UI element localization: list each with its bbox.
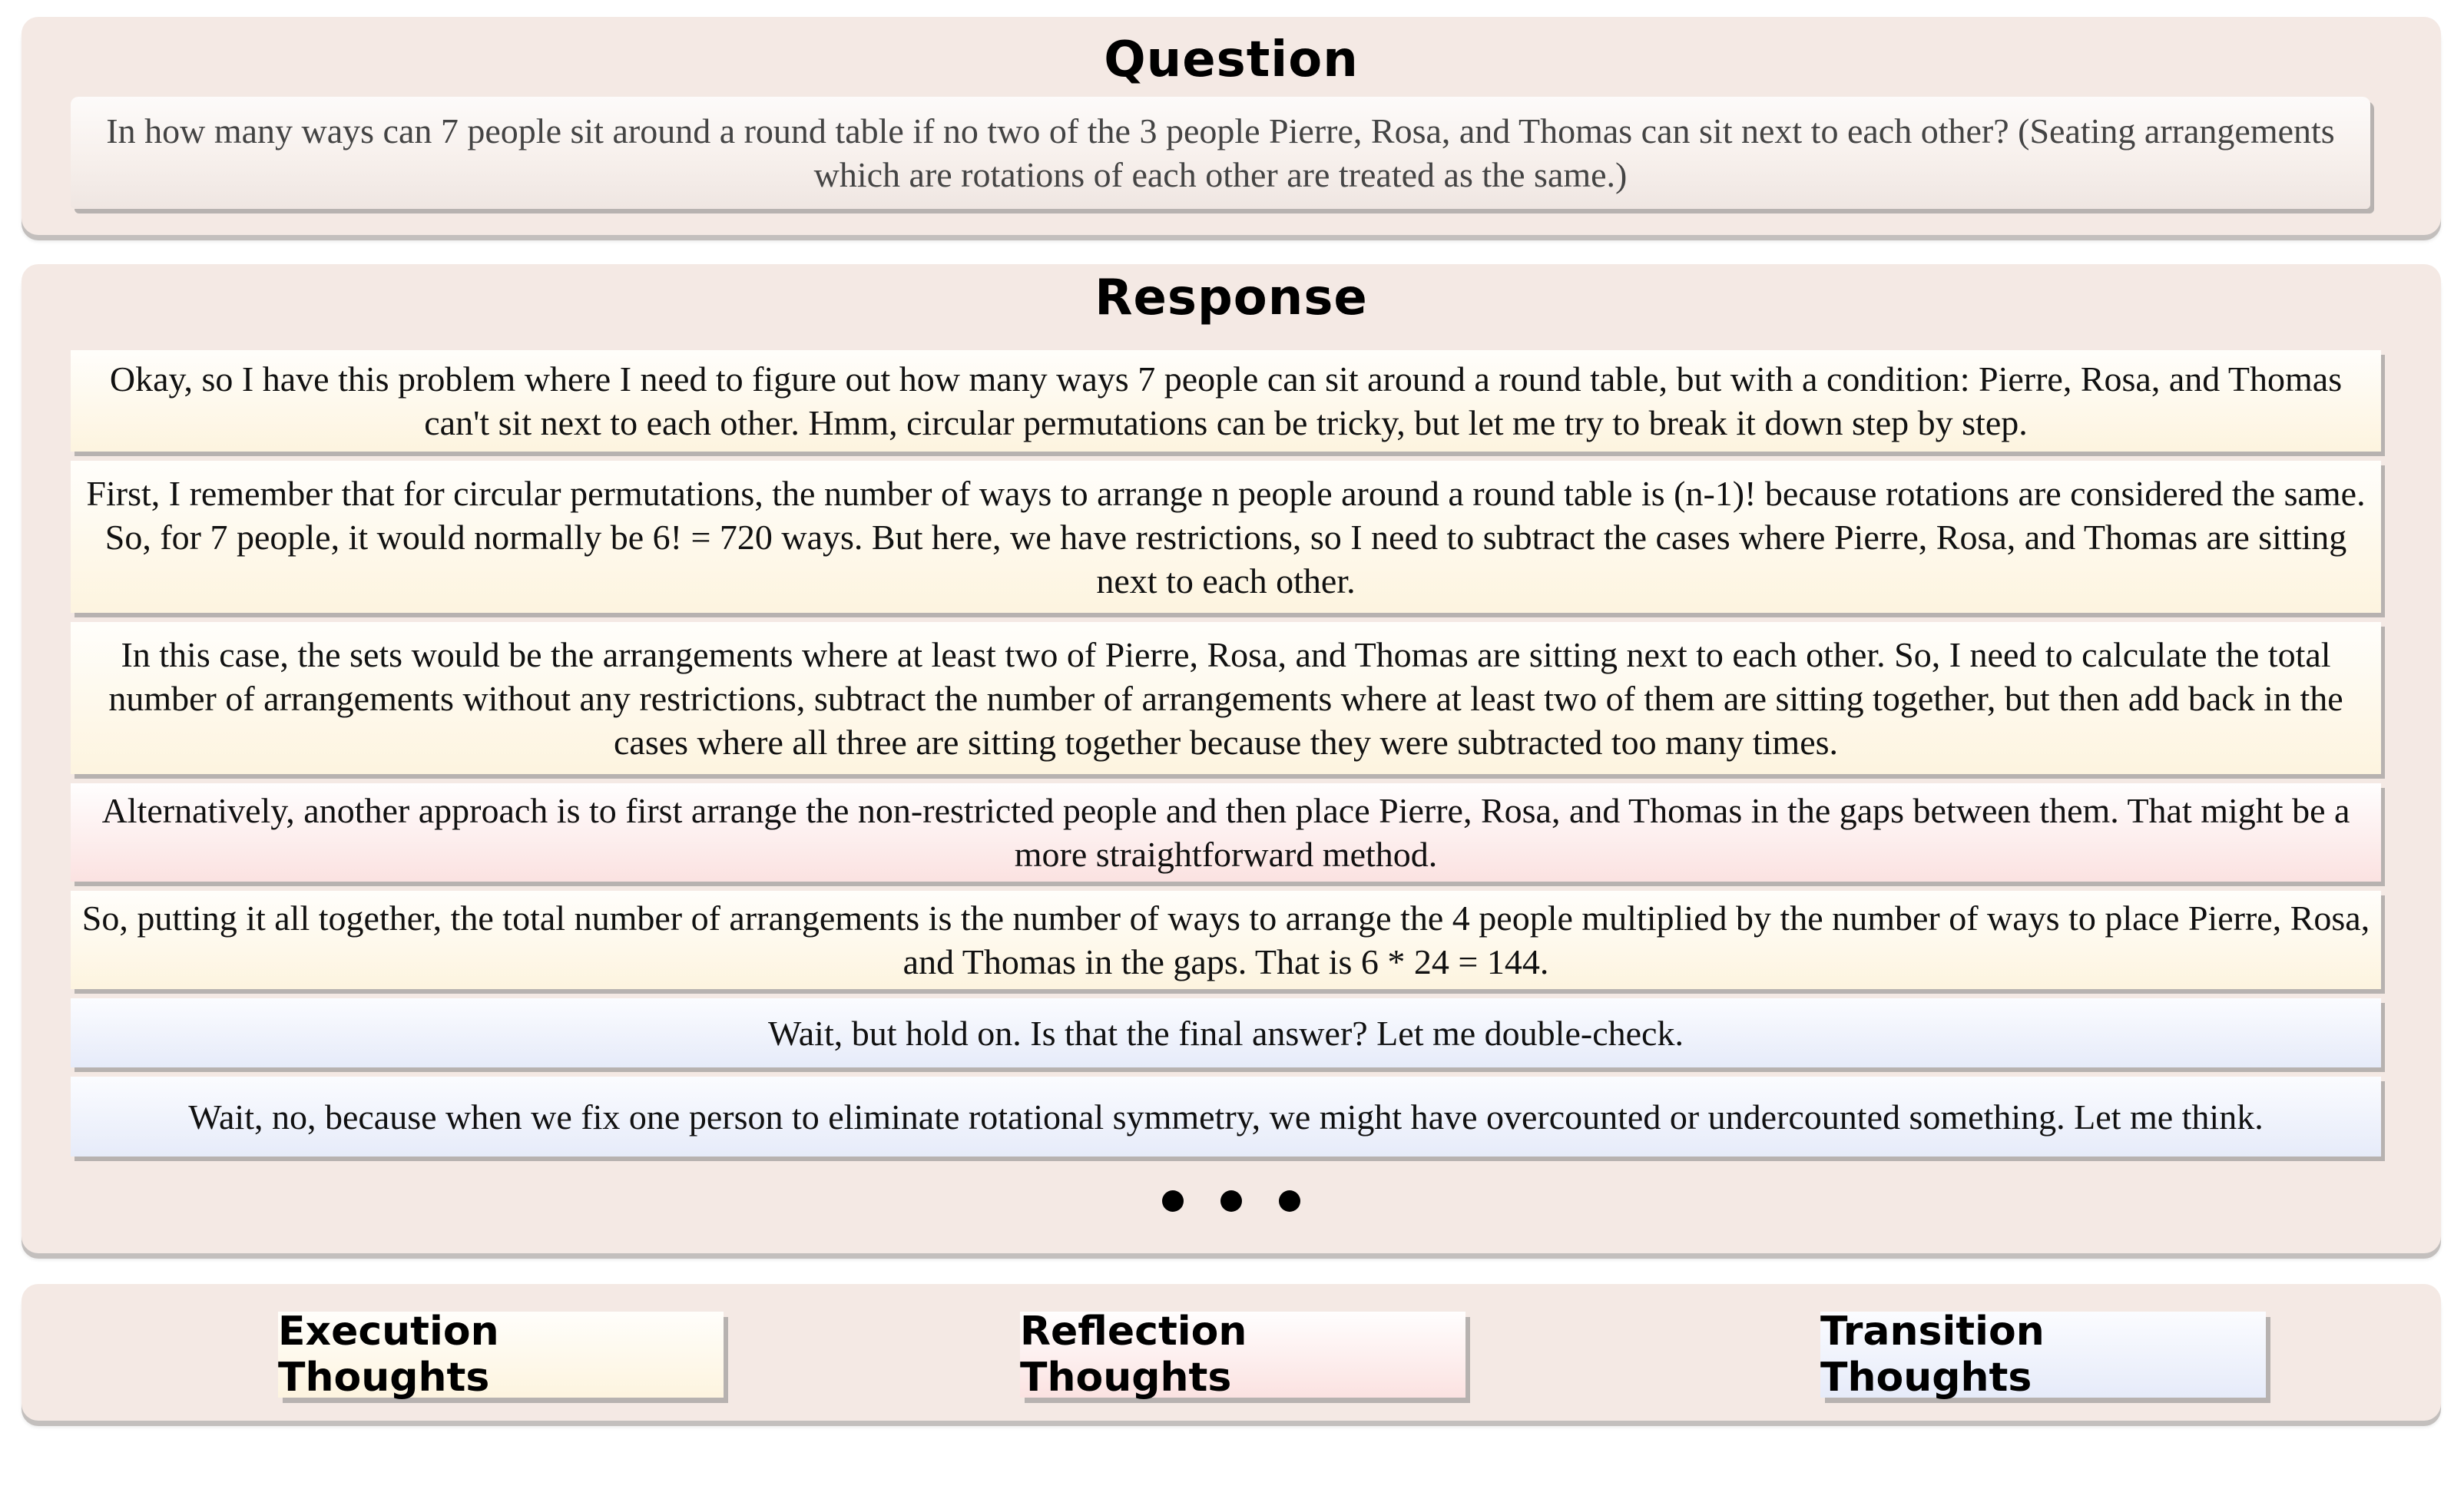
thought-text: Wait, but hold on. Is that the final answer? Let me double-check.: [768, 1013, 1684, 1053]
thought-card-reflection: [71, 783, 2381, 882]
thought-text: Okay, so I have this problem where I need to figure out how many ways 7 people can sit around a round table, but with a condition: Pierre, Rosa, and Thomas can't sit next to each other. Hmm, circular permutations can be tricky, but let me try to break it down step by step.: [109, 359, 2343, 442]
ellipsis-indicator: [22, 1186, 2441, 1216]
thought-card-execution: [71, 461, 2381, 613]
question-text: In how many ways can 7 people sit around a round table if no two of the 3 people Pierre, Rosa, and Thomas can sit next to each other? (Seating arrangements which are rotations of each other are treated as the same.): [106, 111, 2335, 194]
ellipsis-dot: [1162, 1190, 1184, 1212]
thought-card-transition: [71, 998, 2381, 1067]
thought-card-execution: [71, 350, 2381, 452]
thought-text: First, I remember that for circular permutations, the number of ways to arrange n people around a round table is (n-1)! because rotations are considered the same. So, for 7 people, it would normally be 6! = 720 ways. But here, we have restrictions, so I need to subtract the cases where Pierre, Rosa, and Thomas are sitting next to each other.: [86, 473, 2366, 601]
question-text-box: [71, 97, 2370, 209]
thought-text: So, putting it all together, the total number of arrangements is the number of ways to arrange the 4 people multiplied by the number of ways to place Pierre, Rosa, and Thomas in the gaps. That is 6 * 24 = 144.: [81, 898, 2370, 981]
legend-transition-thoughts: Transition Thoughts: [1820, 1312, 2266, 1398]
legend-reflection-thoughts: Reflection Thoughts: [1020, 1312, 1465, 1398]
thought-card-execution: [71, 622, 2381, 774]
question-panel: [22, 17, 2441, 235]
response-title: Response: [1095, 270, 1368, 326]
ellipsis-dot: [1279, 1190, 1300, 1212]
response-panel: [22, 264, 2441, 1253]
thought-text: Alternatively, another approach is to first arrange the non-restricted people and then place Pierre, Rosa, and Thomas in the gaps between them. That might be a more straightforward method.: [101, 791, 2350, 874]
thought-text: In this case, the sets would be the arrangements where at least two of Pierre, Rosa, and Thomas are sitting next to each other. So, I need to calculate the total number of arrangements without any restrictions, subtract the number of arrangements where at least two of them are sitting together, but then add back in the cases where all three are sitting together because they were subtracted too many times.: [108, 634, 2343, 762]
legend-execution-thoughts: Execution Thoughts: [278, 1312, 724, 1398]
legend-panel: [22, 1284, 2441, 1421]
question-title: Question: [1104, 31, 1359, 88]
thought-card-execution: [71, 891, 2381, 989]
thought-text: Wait, no, because when we fix one person to eliminate rotational symmetry, we might have overcounted or undercounted something. Let me think.: [188, 1097, 2264, 1137]
ellipsis-dot: [1220, 1190, 1242, 1212]
thought-card-transition: [71, 1077, 2381, 1157]
